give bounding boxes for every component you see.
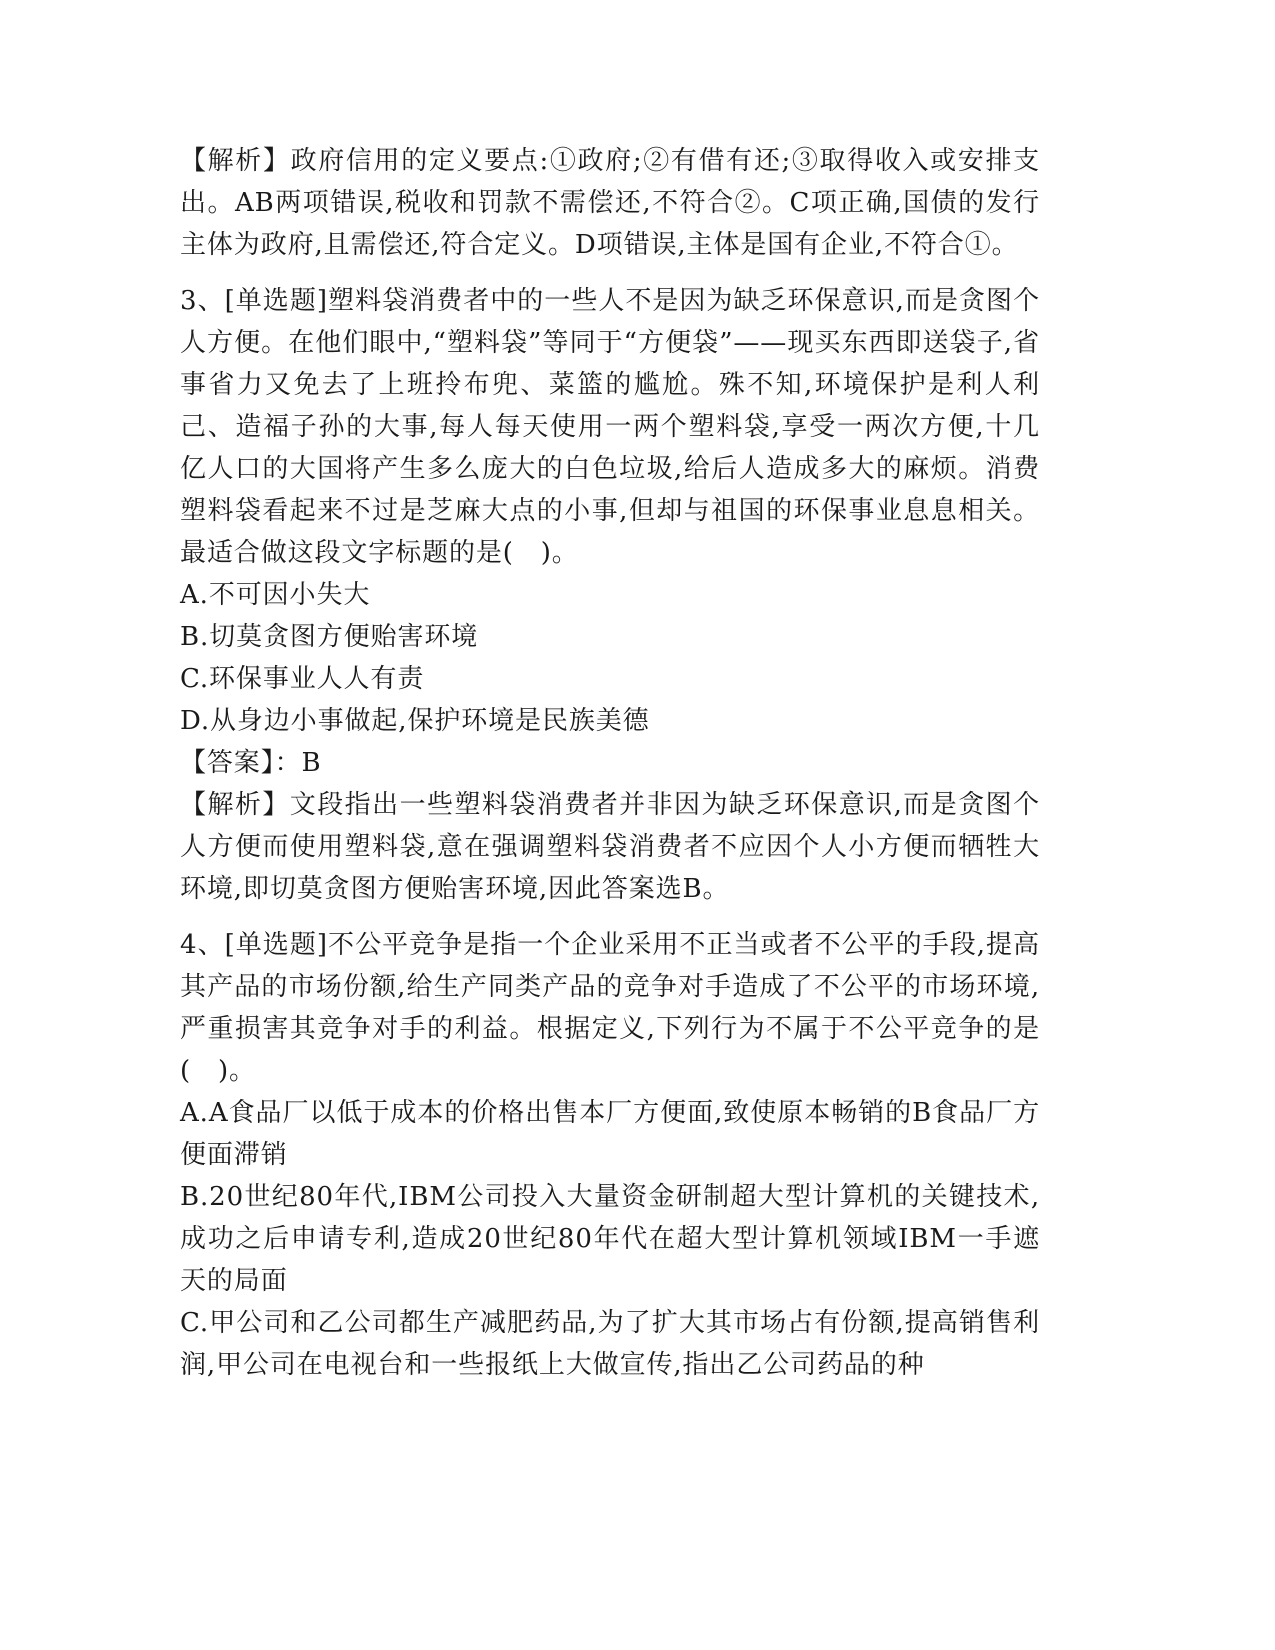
q4-option-a: A.A食品厂以低于成本的价格出售本厂方便面,致使原本畅销的B食品厂方便面滞销 [180,1098,1040,1170]
q3-analysis: 【解析】文段指出一些塑料袋消费者并非因为缺乏环保意识,而是贪图个人方便而使用塑料袋,意在强调塑料袋消费者不应因个人小方便而牺牲大环境,即切莫贪图方便贻害环境,因此答案选B。 [180,790,1040,904]
q3-option-d: D.从身边小事做起,保护环境是民族美德 [180,706,650,736]
document-page [180,140,1040,1386]
q4-stem: 4、[单选题]不公平竞争是指一个企业采用不正当或者不公平的手段,提高其产品的市场份额,给生产同类产品的竞争对手造成了不公平的市场环境,严重损害其竞争对手的利益。根据定义,下列行为不属于不公平竞争的是( )。 [180,930,1040,1086]
q2-analysis: 【解析】政府信用的定义要点:①政府;②有借有还;③取得收入或安排支出。AB两项错误,税收和罚款不需偿还,不符合②。C项正确,国债的发行主体为政府,且需偿还,符合定义。D项错误,主体是国有企业,不符合①。 [180,146,1040,260]
q4-option-b: B.20世纪80年代,IBM公司投入大量资金研制超大型计算机的关键技术,成功之后申请专利,造成20世纪80年代在超大型计算机领域IBM一手遮天的局面 [180,1182,1040,1296]
q3-option-c: C.环保事业人人有责 [180,664,425,694]
q4-option-c: C.甲公司和乙公司都生产减肥药品,为了扩大其市场占有份额,提高销售利润,甲公司在电视台和一些报纸上大做宣传,指出乙公司药品的种 [180,1308,1040,1380]
q3-answer: 【答案】：B [180,748,322,778]
q3-option-b: B.切莫贪图方便贻害环境 [180,622,479,652]
q3-stem: 3、[单选题]塑料袋消费者中的一些人不是因为缺乏环保意识,而是贪图个人方便。在他们眼中,“塑料袋”等同于“方便袋”——现买东西即送袋子,省事省力又免去了上班拎布兜、菜篮的尴尬。殊不知,环境保护是利人利己、造福子孙的大事,每人每天使用一两个塑料袋,享受一两次方便,十几亿人口的大国将产生多么庞大的白色垃圾,给后人造成多大的麻烦。消费塑料袋看起来不过是芝麻大点的小事,但却与祖国的环保事业息息相关。最适合做这段文字标题的是( )。 [180,286,1040,568]
q3-option-a: A.不可因小失大 [180,580,371,610]
